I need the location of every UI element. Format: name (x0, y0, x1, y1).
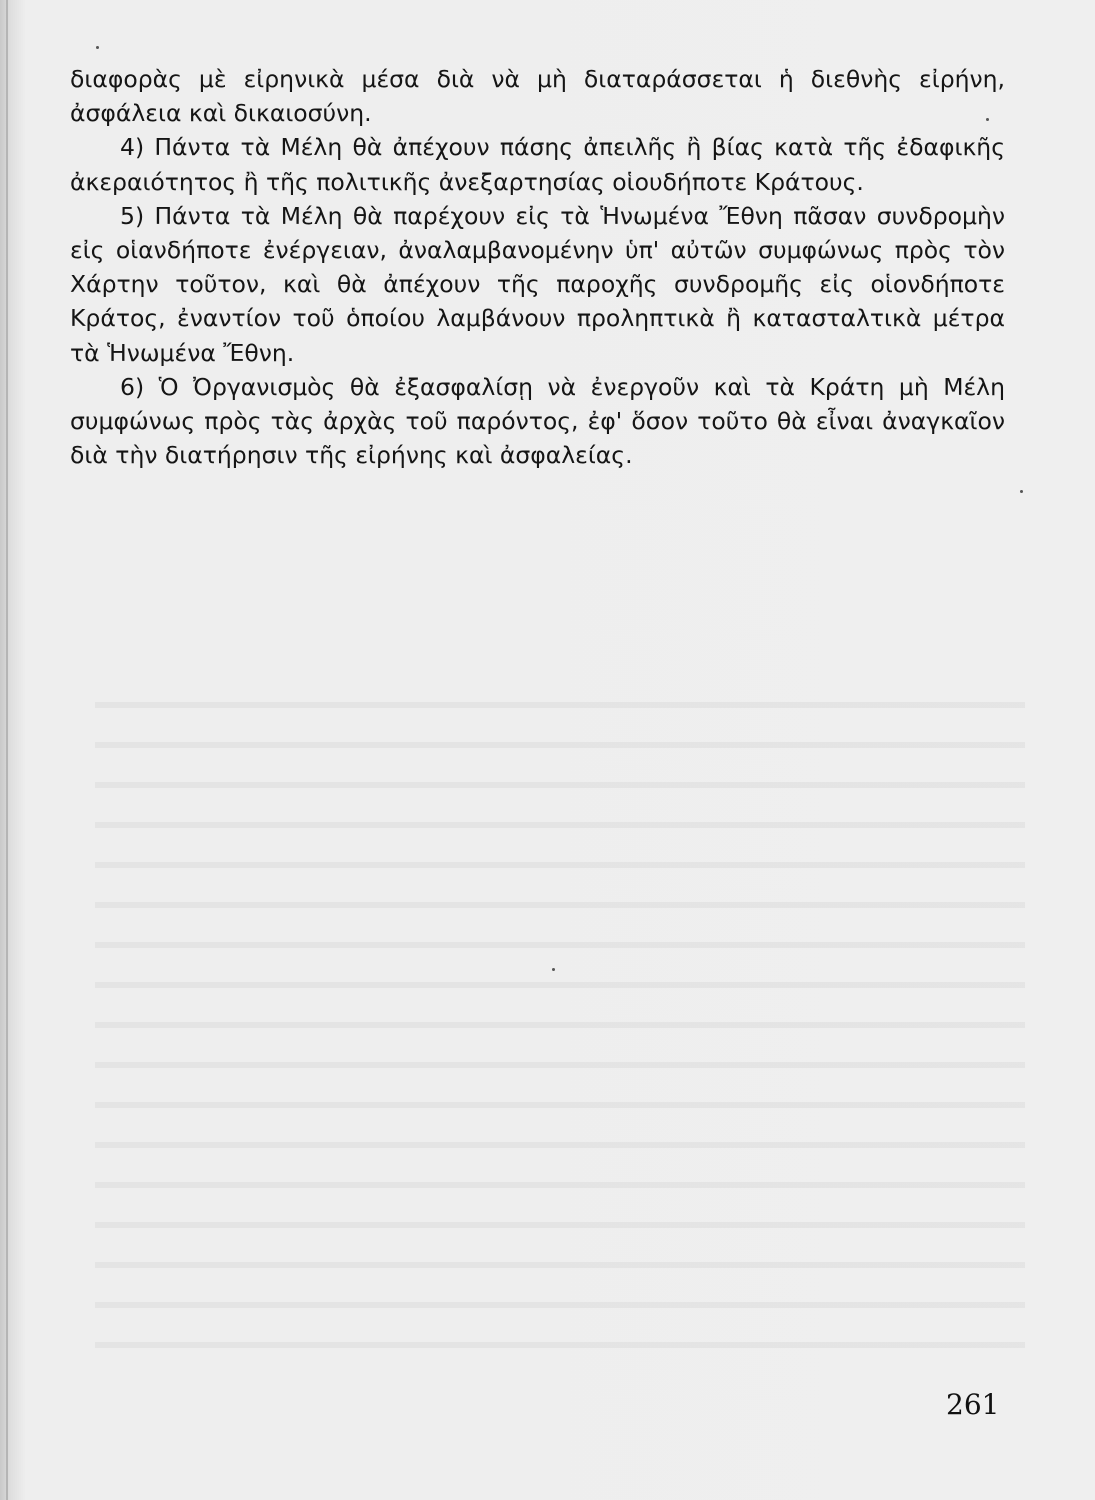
bleed-through-shadow (95, 680, 1025, 1380)
print-speck (552, 968, 555, 971)
print-speck (986, 118, 989, 121)
print-speck (96, 46, 99, 49)
paragraph-item-6: 6) Ὁ Ὀργανισμὸς θὰ ἐξασφαλίσῃ νὰ ἐνεργοῦν καὶ τὰ Κράτη μὴ Μέλη συμφώνως πρὸς τὰς ἀρχὰς τοῦ παρόντος, ἐφ' ὅσον τοῦτο θὰ εἶναι ἀναγκαῖον διὰ τὴν διατήρησιν τῆς εἰρήνης καὶ ἀσφαλείας. (70, 372, 1005, 470)
page-number: 261 (946, 1388, 1000, 1421)
print-speck (1020, 490, 1023, 493)
paragraph-item-4: 4) Πάντα τὰ Μέλη θὰ ἀπέχουν πάσης ἀπειλῆς ἢ βίας κατὰ τῆς ἐδαφικῆς ἀκεραιότητος ἢ τῆς πολιτικῆς ἀνεξαρτησίας οἱουδήποτε Κράτους. (70, 133, 1005, 196)
paragraph-continuation: διαφορὰς μὲ εἰρηνικὰ μέσα διὰ νὰ μὴ διαταράσσεται ἡ διεθνὴς εἰρήνη, ἀσφάλεια καὶ δικαιοσύνη. (70, 65, 1005, 128)
body-text (70, 62, 1005, 472)
paragraph-item-5: 5) Πάντα τὰ Μέλη θὰ παρέχουν εἰς τὰ Ἡνωμένα Ἔθνη πᾶσαν συνδρομὴν εἰς οἱανδήποτε ἐνέργειαν, ἀναλαμβανομένην ὑπ' αὐτῶν συμφώνως πρὸς τὸν Χάρτην τοῦτον, καὶ θὰ ἀπέχουν τῆς παροχῆς συνδρομῆς εἰς οἱονδήποτε Κράτος, ἐναντίον τοῦ ὁποίου λαμβάνουν προληπτικὰ ἢ κατασταλτικὰ μέτρα τὰ Ἡνωμένα Ἔθνη. (70, 201, 1005, 367)
binding-gutter (6, 0, 8, 1500)
